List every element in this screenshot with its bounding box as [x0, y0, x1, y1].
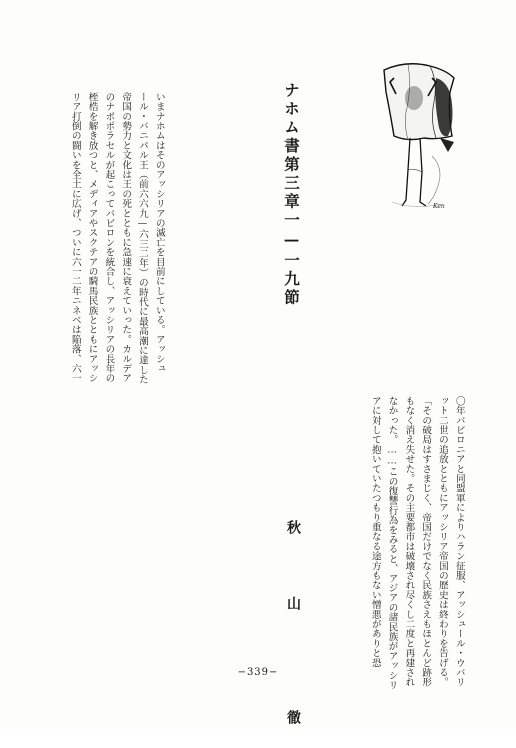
text-line: ット二世の追放とともにアッシリア帝国の歴史は終わりを告げる。 [436, 396, 448, 687]
page-number: −339− [237, 667, 279, 678]
text-line: リア打倒の闘いを全土に広げ、ついに六一二年ニネベは陥落、六一 [69, 92, 81, 383]
figure-illustration [378, 52, 460, 212]
text-line: もなく消え失せた。その主要都市は破壊され尽くし二度と再建され [403, 396, 415, 687]
text-line: いまナホムはそのアッシリアの滅亡を目前にしている。アッシュ [153, 92, 165, 374]
text-line: アに対して抱いていたつもり重なる途方もない憎悪がありと恐 [369, 396, 381, 668]
text-line: のナボポラセルが起こってバビロンを統合し、アッシリアの長年の [103, 92, 115, 383]
page-title: ナホム書第三章一—一九節 [282, 82, 301, 308]
illustration-signature: Ken [433, 203, 445, 210]
text-line: なかった。……この復讐行為をみると、アジアの諸民族がアッシリ [386, 396, 398, 690]
text-line: 桎梏を解き放つと、メディアやスクテアの騎馬民族とともにアッシ [86, 92, 98, 383]
author-name: 秋 山 徹 [285, 520, 301, 748]
lower-text-block [366, 396, 467, 690]
text-line: ール・バニパル王（前六六九—六三二年）の時代に最高潮に達した [136, 92, 148, 385]
text-line: 「その破局はすさまじく、帝国だけでなく民族さえもほとんど跡形 [420, 396, 432, 687]
text-line: 〇年バビロニアと同盟軍によりハラン征服、アッシュール・ウバリ [453, 396, 465, 687]
upper-text-block [66, 92, 167, 385]
text-line: 帝国の勢力と文化は王の死とともに急速に衰えていった。カルデア [120, 92, 132, 383]
